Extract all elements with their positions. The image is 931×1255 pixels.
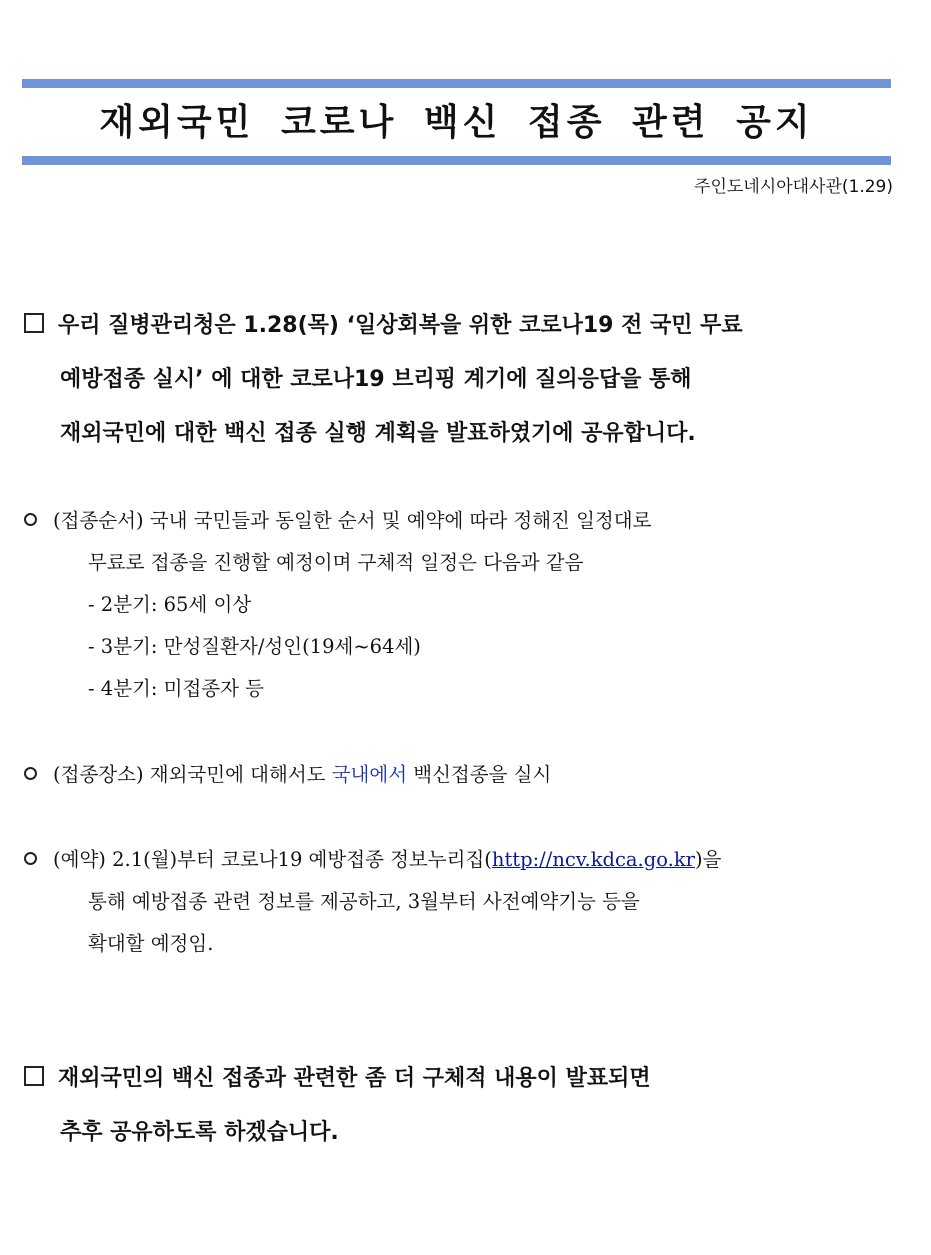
order-line-1: (접종순서) 국내 국민들과 동일한 순서 및 예약에 따라 정해진 일정대로: [53, 509, 652, 532]
circle-outline-icon: [24, 767, 37, 780]
intro-section: [24, 304, 904, 466]
list-item: - 3분기: 만성질환자/성인(19세~64세): [88, 635, 421, 658]
closing-line-1: 재외국민의 백신 접종과 관련한 좀 더 구체적 내용이 발표되면: [58, 1066, 651, 1091]
order-line-2: 무료로 접종을 진행할 예정이며 구체적 일정은 다음과 같음: [88, 551, 584, 574]
title-rule-bottom: [22, 156, 891, 165]
page-title: 재외국민 코로나 백신 접종 관련 공지: [99, 102, 814, 143]
place-section: [22, 754, 902, 796]
closing-section: [24, 1057, 904, 1165]
square-outline-icon: [24, 1066, 44, 1086]
reservation-line-2: 통해 예방접종 관련 정보를 제공하고, 3월부터 사전예약기능 등을: [88, 890, 640, 913]
kdca-link[interactable]: http://ncv.kdca.go.kr: [491, 848, 695, 871]
list-item: - 2분기: 65세 이상: [88, 593, 252, 616]
title-rule-top: [22, 79, 891, 88]
closing-line-2: 추후 공유하도록 하겠습니다.: [60, 1120, 339, 1145]
order-section: [22, 500, 902, 710]
reservation-section: [22, 839, 902, 965]
reservation-prefix: (예약) 2.1(월)부터 코로나19 예방접종 정보누리집(: [53, 848, 492, 871]
circle-outline-icon: [24, 852, 37, 865]
place-suffix: 백신접종을 실시: [407, 763, 552, 786]
place-highlight: 국내에서: [331, 763, 408, 786]
reservation-suffix: )을: [694, 848, 722, 871]
reservation-line-3: 확대할 예정임.: [88, 932, 214, 955]
intro-line-1: 우리 질병관리청은 1.28(목) ‘일상회복을 위한 코로나19 전 국민 무료: [58, 313, 743, 338]
issuer-date: 주인도네시아대사관(1.29): [694, 177, 893, 197]
place-prefix: (접종장소) 재외국민에 대해서도: [53, 763, 332, 786]
circle-outline-icon: [24, 513, 37, 526]
intro-line-3: 재외국민에 대한 백신 접종 실행 계획을 발표하였기에 공유합니다.: [60, 421, 696, 446]
square-outline-icon: [24, 313, 44, 333]
list-item: - 4분기: 미접종자 등: [88, 677, 265, 700]
intro-line-2: 예방접종 실시’ 에 대한 코로나19 브리핑 계기에 질의응답을 통해: [60, 367, 692, 392]
